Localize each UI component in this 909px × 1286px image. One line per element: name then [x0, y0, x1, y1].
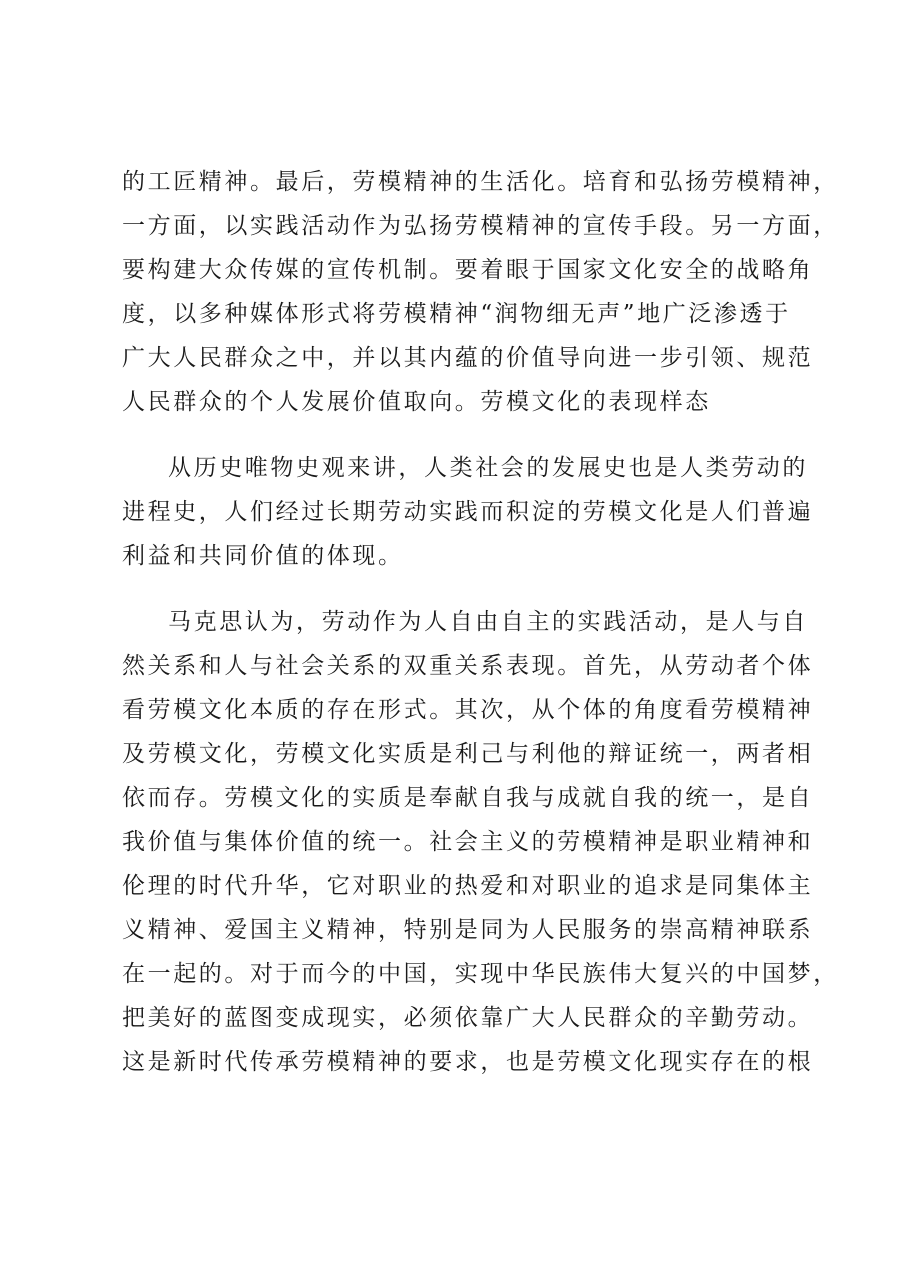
paragraph-3-line-9: 在一起的。对于而今的中国，实现中华民族伟大复兴的中国梦， — [122, 961, 839, 987]
paragraph-3-line-5: 依而存。劳模文化的实质是奉献自我与成就自我的统一，是自 — [122, 785, 814, 811]
paragraph-1-line-1: 的工匠精神。最后，劳模精神的生活化。培育和弘扬劳模精神， — [122, 169, 839, 195]
paragraph-2-line-1: 从历史唯物史观来讲，人类社会的发展史也是人类劳动的 — [168, 455, 808, 481]
paragraph-1-line-6: 人民群众的个人发展价值取向。劳模文化的表现样态 — [122, 389, 711, 415]
paragraph-3-line-2: 然关系和人与社会关系的双重关系表现。首先，从劳动者个体 — [122, 653, 814, 679]
paragraph-3-line-6: 我价值与集体价值的统一。社会主义的劳模精神是职业精神和 — [122, 829, 814, 855]
paragraph-1-line-5: 广大人民群众之中，并以其内蕴的价值导向进一步引领、规范 — [122, 345, 814, 371]
paragraph-1-line-4: 度，以多种媒体形式将劳模精神“润物细无声”地广泛渗透于 — [122, 301, 791, 327]
paragraph-3-line-10: 把美好的蓝图变成现实，必须依靠广大人民群众的辛勤劳动。 — [122, 1005, 814, 1031]
paragraph-2-line-2: 进程史，人们经过长期劳动实践而积淀的劳模文化是人们普遍 — [122, 499, 814, 525]
paragraph-3-line-7: 伦理的时代升华，它对职业的热爱和对职业的追求是同集体主 — [122, 873, 814, 899]
paragraph-3-line-11: 这是新时代传承劳模精神的要求，也是劳模文化现实存在的根 — [122, 1049, 814, 1075]
paragraph-1-line-3: 要构建大众传媒的宣传机制。要着眼于国家文化安全的战略角 — [122, 257, 814, 283]
paragraph-2-line-3: 利益和共同价值的体现。 — [122, 543, 404, 569]
paragraph-3-line-4: 及劳模文化，劳模文化实质是利己与利他的辩证统一，两者相 — [122, 741, 814, 767]
paragraph-3-line-3: 看劳模文化本质的存在形式。其次，从个体的角度看劳模精神 — [122, 697, 814, 723]
paragraph-1-line-2: 一方面，以实践活动作为弘扬劳模精神的宣传手段。另一方面， — [122, 213, 839, 239]
paragraph-3-line-1: 马克思认为，劳动作为人自由自主的实践活动，是人与自 — [168, 609, 808, 635]
paragraph-3-line-8: 义精神、爱国主义精神，特别是同为人民服务的崇高精神联系 — [122, 917, 814, 943]
